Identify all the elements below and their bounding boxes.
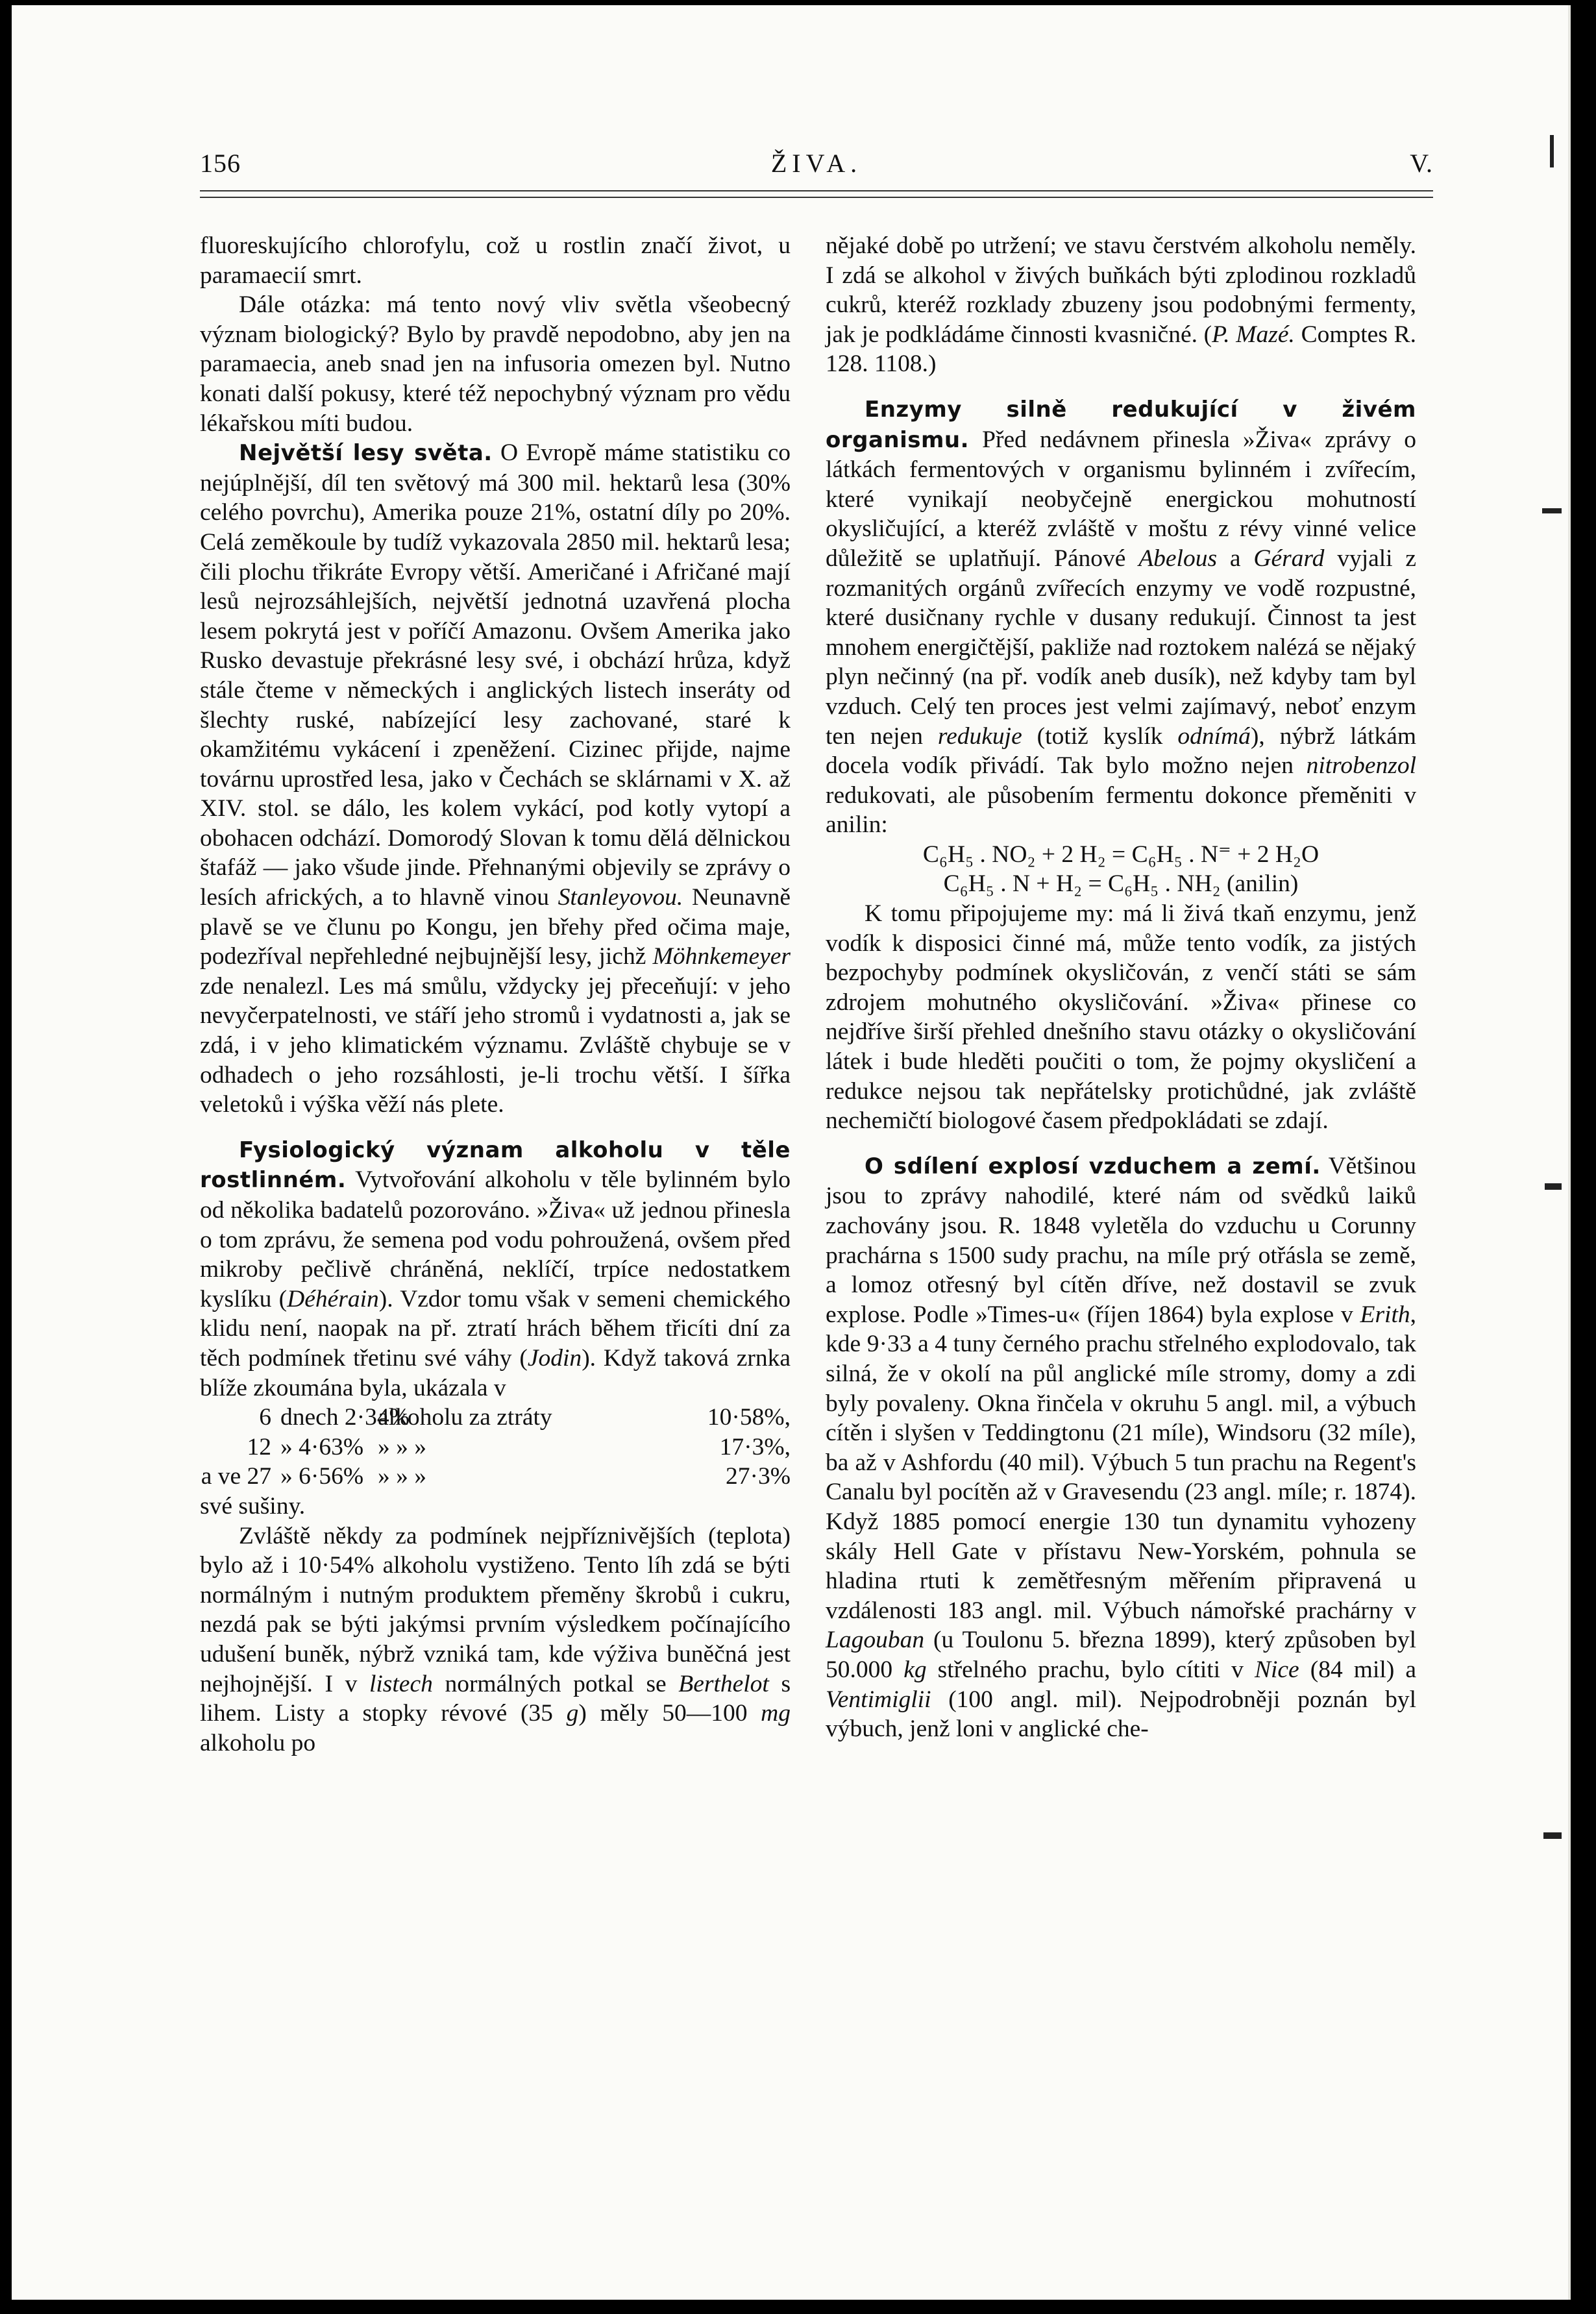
paragraph: své sušiny.: [200, 1492, 306, 1520]
article-text: ). Když taková zrnka blíže zkoumána byla, ukázala v: [200, 1344, 791, 1401]
right-column: [826, 231, 1416, 1744]
article-text: zde nenalezl. Les má smůlu, vždycky jej přeceňují: v jeho nevyčerpatelnosti, ve stáří jeho stromů i vydatnosti a, jak se zdá, i v jeho klimatickém významu. Zvláště chybuje se v odhadech o jeho rozsáhlosti, je-li trochu větší. I šířka veletoků i výška věží nás plete.: [200, 972, 791, 1118]
table-row: [200, 1433, 791, 1462]
table-row: [200, 1403, 791, 1433]
paragraph: [826, 231, 1416, 379]
article-text: Vytvořování alkoholu v těle bylinném bylo od několika badatelů pozorováno. »Živa« už jednou přinesla o tom zprávu, že semena pod vodu pohroužená, ovšem před mikroby pečlivě chráněná, neklíčí, trpíce nedostatkem kyslíku (: [200, 1166, 791, 1312]
article-text: střelného prachu, bylo cítiti v: [937, 1656, 1244, 1683]
article-text: (100 angl. mil). Nejpodrobněji poznán byl výbuch, jenž loni v anglické che-: [826, 1686, 1416, 1743]
scan-mark: [1543, 1832, 1562, 1839]
name-reference: Berthelot: [678, 1670, 769, 1697]
paragraph: Dále otázka: má tento nový vliv světla všeobecný význam biologický? Bylo by pravdě nepodobno, aby jen na paramaecia, aneb snad jen na infusoria omezen byl. Nutno konati další pokusy, které též nepochybný význam pro vědu lékařskou míti budou.: [200, 291, 791, 437]
article-text: O Evropě máme statistiku co nejúplnější, díl ten světový má 300 mil. hektarů lesa (30% celého povrchu), Amerika pouze 21%, ostatní díly po 20%. Celá zeměkoule by tudíž vykazovala 2850 mil. hektarů lesa; čili plochu třikráte Evropy větší. Američané i Afričané mají lesů nejrozsáhlejších, největší jednotná uzavřená plocha lesem pokrytá jest v poříčí Amazonu. Ovšem Amerika jako Rusko devastuje překrásné lesy své, i obchází hrůza, když stále čteme v německých i anglických listech inseráty od šlechty ruské, nabízející lesy zachované, staré k okamžitému vykácení i zpeněžení. Cizinec přijde, najme továrnu uprostřed lesa, jako v Čechách se sklárnami v X. až XIV. stol. se dálo, les kolem vykácí, pod kotly vytopí a obohacen odchází. Domorodý Slovan k tomu dělá dělnickou štafáž — jako všude jinde. Přehnanými objevily se zprávy o lesích afrických, a to hlavně vinou: [200, 439, 791, 911]
table-cell: » 4·63%: [280, 1433, 364, 1460]
article-text: ) měly 50—100: [578, 1700, 748, 1727]
page-number: 156: [200, 149, 241, 178]
name-reference: Möhnkemeyer: [652, 943, 791, 970]
place-name: Nice: [1254, 1656, 1299, 1683]
emphasis: redukuje: [937, 722, 1022, 750]
emphasis: nitrobenzol: [1306, 752, 1417, 780]
article-text: Před nedávnem přinesla »Živa« zprávy o látkách fermentových v organismu bylinném i zvířecím, které vynikají neobyčejně energickou mohutností okysličující, a kteréž zvláště v moštu z révy vinné velice důležitě se uplatňují. Pánové: [826, 426, 1417, 572]
article-enzymes: [826, 395, 1416, 840]
scan-mark: [1542, 508, 1562, 513]
article-text: nějaké době po utržení; ve stavu čerstvém alkoholu neměly. I zdá se alkohol v živých buňkách býti zplodinou rozkladů cukrů, kteréž rozklady zbuzeny jsou podobnými fermenty, jak je podkládáme činnosti kvasničné. (: [826, 232, 1416, 348]
paragraph: fluoreskujícího chlorofylu, což u rostlin značí život, u paramaecií smrt.: [200, 232, 791, 289]
article-text: ). Vzdor tomu však v semeni chemického klidu není, naopak na př. ztratí hrách během třicíti dní za těch podmínek třetinu své váhy (: [200, 1285, 791, 1372]
page-sheet: [12, 5, 1568, 2300]
name-reference: Stanleyovou.: [558, 884, 683, 911]
place-name: Erith: [1360, 1301, 1410, 1328]
article-text: normálných potkal se: [445, 1670, 667, 1697]
unit: kg: [903, 1656, 927, 1683]
page-edge: [1568, 5, 1571, 2300]
article-text: Comptes R. 128. 1108.): [826, 321, 1416, 378]
paragraph: [200, 1521, 791, 1758]
paragraph: K tomu připojujeme my: má li živá tkaň enzymu, jenž vodík k disposici činné má, může tento vodík, za jistých bezpochyby podmínek okysličován, z venčí státi se sám zdrojem mohutného okysličování. »Živa« přinese co nejdříve širší přehled dnešního stavu otázky o okysličování látek i bude hleděti poučiti o tom, že pojmy okysličení a redukce nejsou tak nepřátelsky protichůdné, jak zvláště nechemičtí biologové časem předpokládati se zdají.: [826, 900, 1416, 1135]
article-text: (totiž kyslík: [1037, 722, 1163, 750]
article-text: (u Toulonu 5. března 1899), který způsoben byl 50.000: [826, 1627, 1416, 1683]
unit: g: [566, 1700, 579, 1727]
table-cell: » » »: [378, 1433, 426, 1460]
article-heading: Enzymy silně redukující v živém organismu.: [826, 396, 1416, 453]
table-cell: 17·3%,: [719, 1433, 791, 1460]
table-cell: » 6·56%: [280, 1463, 364, 1490]
table-cell: » » »: [378, 1463, 426, 1490]
running-header: [200, 148, 1433, 187]
article-text: redukovati, ale působením fermentu dokonce přeměniti v anilin:: [826, 782, 1416, 839]
scan-mark: [1545, 1183, 1562, 1190]
article-text: alkoholu po: [200, 1729, 316, 1756]
article-text: vyjali z rozmanitých orgánů zvířecích enzymy ve vodě rozpustné, které dusičnany rychle v dusany redukují. Činnost ta jest mnohem energičtější, pakliže nad roztokem nalézá se nějaký plyn nečinný (na př. vodík aneb dusík), než kdyby tam byl vzduch. Celý ten proces jest velmi zajímavý, neboť enzym ten nejen: [826, 545, 1417, 750]
table-cell: alkoholu za ztráty: [378, 1404, 552, 1431]
header-rule: [200, 190, 1433, 198]
place-name: Ventimiglii: [826, 1686, 931, 1713]
article-text: Neunavně plavě se ve člunu po Kongu, jen břehy před očima maje, podezříval nepřehledné nejbujnější lesy, jichž: [200, 884, 791, 970]
name-reference: Abelous: [1138, 545, 1218, 572]
emphasis: listech: [369, 1670, 433, 1697]
name-reference: Déhérain: [287, 1285, 379, 1312]
scan-mark: [1550, 135, 1554, 167]
article-text: Většinou jsou to zprávy nahodilé, které nám od svědků laiků zachovány jsou. R. 1848 vyletěla do vzduchu u Corunny prachárna s 1500 sudy prachu, na míle prý otřásla se země, a lomoz otřesný byl cítěn dříve, než dostavil se zvuk explose. Podle »Times-u« (říjen 1864) byla explose v: [826, 1152, 1416, 1328]
unit: mg: [761, 1700, 791, 1727]
table-row: [200, 1462, 791, 1492]
table-cell: 6: [259, 1404, 271, 1431]
article-text: (84 mil) a: [1310, 1656, 1417, 1683]
journal-title: ŽIVA.: [770, 149, 863, 178]
name-reference: P. Mazé.: [1212, 321, 1295, 348]
article-text: s lihem. Listy a stopky révové (35: [200, 1670, 791, 1727]
article-heading: Největší lesy světa.: [239, 440, 493, 467]
table-cell: 27·3%: [726, 1463, 791, 1490]
article-text: Zvláště někdy za podmínek nejpříznivějších (teplota) bylo až i 10·54% alkoholu vystiženo. Tento líh zdá se býti normálným i nutným produktem přeměny škrobů i cukru, nezdá pak se býti jakýmsi prvním výsledkem počínajícího udušení buněk, nýbrž vzniká tam, kde výživa buněčná jest nejhojnější. I v: [200, 1522, 791, 1697]
left-column: [200, 231, 791, 1758]
article-heading: Fysiologický význam alkoholu v těle rostlinném.: [200, 1137, 791, 1194]
table-cell: a ve 27: [201, 1463, 271, 1490]
article-alcohol: [200, 1135, 791, 1403]
table-cell: dnech 2·34%: [280, 1404, 410, 1431]
alcohol-table: [200, 1403, 791, 1492]
chemical-equation: C₆H₅ . NO₂ + 2 H₂ = C₆H₅ . N⁼ + 2 H₂O: [922, 841, 1320, 868]
article-text: ), nýbrž látkám docela vodík přivádí. Tak bylo možno nejen: [826, 722, 1417, 780]
article-explosions: [826, 1151, 1416, 1744]
article-text: , kde 9·33 a 4 tuny černého prachu střelného explodovalo, tak silná, že v okolí na půl anglické míle stromy, domy a zdi byly povaleny. Okna řinčela v okruhu 5 angl. mil, a výbuch cítěn i slyšen v Teddingtonu (21 míle), Windsoru (32 míle), ba až v Ashfordu (40 mil). Výbuch 5 tun prachu na Regent's Canalu byl pocítěn až v Gravesendu (23 angl. míle; r. 1874). Když 1885 pomocí energie 130 tun dynamitu vyhozeny skály Hell Gate v přístavu New-Yorském, pohnula se hladina rtuti k zemětřesným měřením připravená u vzdálenosti 183 angl. mil. Výbuch námořské prachárny v: [826, 1301, 1416, 1624]
place-name: Lagouban: [826, 1627, 925, 1654]
table-cell: 10·58%,: [707, 1404, 791, 1431]
volume-number: V.: [1410, 149, 1433, 178]
name-reference: Gérard: [1253, 545, 1325, 572]
article-forests: [200, 438, 791, 1120]
emphasis: odnímá: [1177, 722, 1251, 750]
article-heading: O sdílení explosí vzduchem a zemí.: [865, 1153, 1321, 1179]
table-cell: 12: [247, 1433, 271, 1460]
name-reference: Jodin: [527, 1344, 582, 1372]
article-text: a: [1229, 545, 1241, 572]
chemical-equation: C₆H₅ . N + H₂ = C₆H₅ . NH₂ (anilin): [943, 870, 1299, 898]
